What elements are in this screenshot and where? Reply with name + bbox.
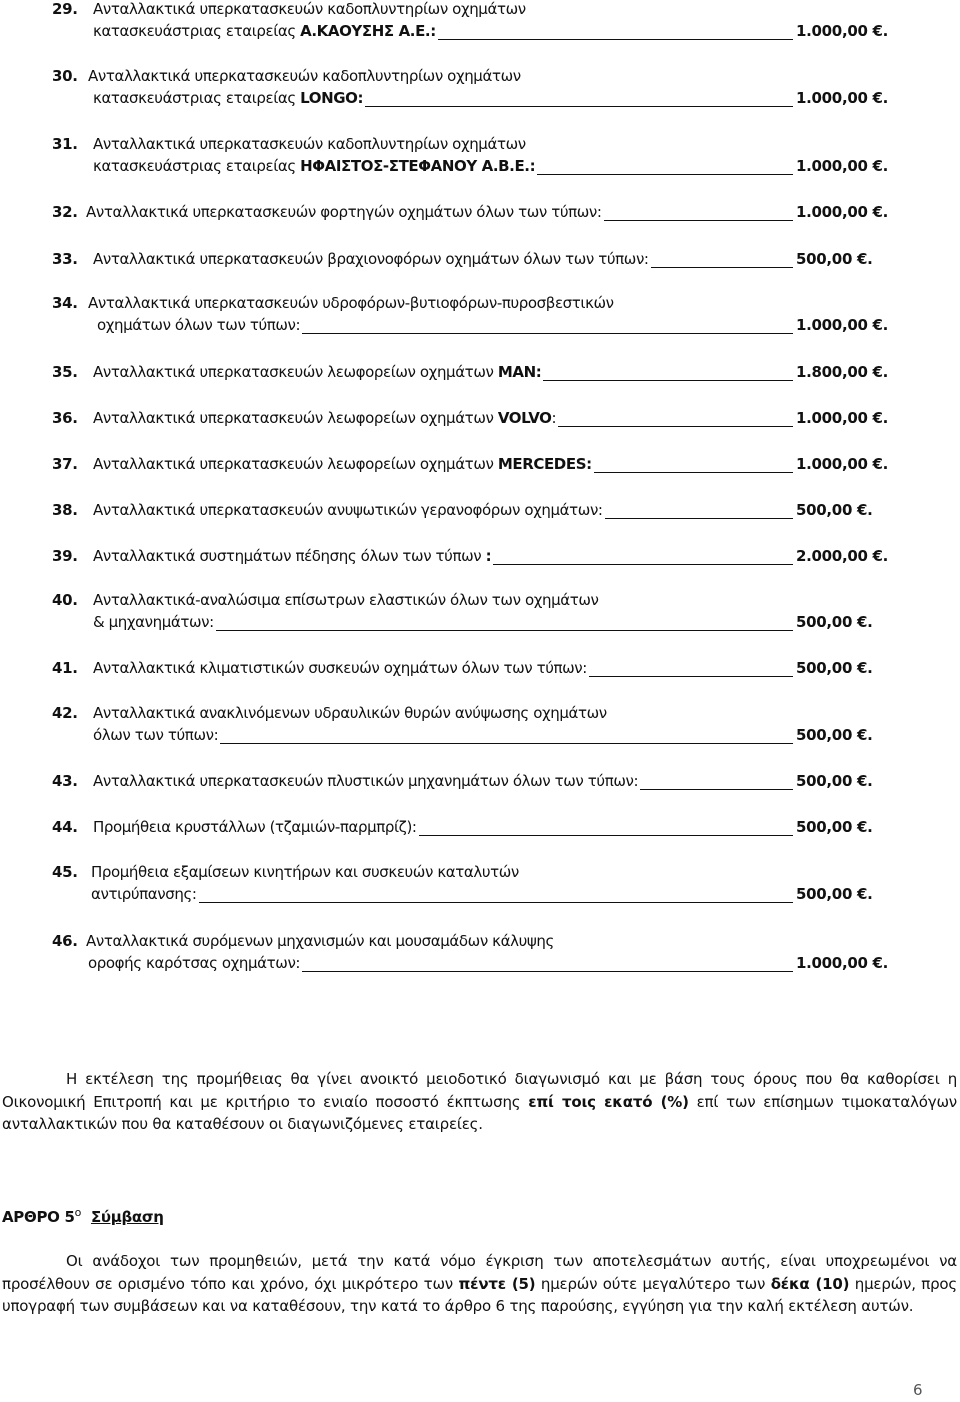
item-text-line — [93, 22, 436, 40]
text-segment: Ανταλλακτικά υπερκατασκευών βραχιονοφόρων οχημάτων όλων των τύπων: — [93, 250, 649, 268]
paragraph-procedure — [2, 1068, 957, 1136]
text-segment: Ανταλλακτικά υπερκατασκευών καδοπλυντηρίων οχημάτων — [93, 0, 526, 18]
item-amount: 1.000,00 €. — [796, 409, 889, 427]
text-segment: Ανταλλακτικά υπερκατασκευών φορτηγών οχημάτων όλων των τύπων: — [86, 203, 602, 221]
item-amount: 1.800,00 €. — [796, 363, 889, 381]
text-segment: Α.ΚΑΟΥΣΗΣ Α.Ε.: — [300, 22, 436, 40]
text-segment: Ανταλλακτικά υπερκατασκευών ανυψωτικών γερανοφόρων οχημάτων: — [93, 501, 603, 519]
item-amount: 1.000,00 €. — [796, 203, 889, 221]
item-text-line — [93, 363, 541, 381]
fill-line — [558, 426, 793, 427]
fill-line — [640, 789, 793, 790]
item-number: 32. — [52, 203, 78, 221]
text-segment: οροφής καρότσας οχημάτων: — [88, 954, 301, 972]
item-text-line — [88, 294, 614, 312]
text-segment: κατασκευάστριας εταιρείας — [93, 89, 301, 107]
item-text-line — [97, 316, 300, 334]
item-text-line — [93, 455, 592, 473]
item-number: 40. — [52, 591, 78, 609]
item-text-line — [93, 0, 526, 18]
item-number: 35. — [52, 363, 78, 381]
item-text-line — [93, 135, 526, 153]
item-amount: 500,00 €. — [796, 659, 873, 677]
text-segment: αντιρύπανσης: — [91, 885, 197, 903]
item-amount: 2.000,00 €. — [796, 547, 889, 565]
item-text-line — [93, 409, 556, 427]
item-text-line — [86, 932, 554, 950]
item-text-line — [88, 954, 300, 972]
item-number: 29. — [52, 0, 78, 18]
text-segment: ΗΦΑΙΣΤΟΣ-ΣΤΕΦΑΝΟΥ Α.Β.Ε.: — [300, 157, 536, 175]
text-segment: κατασκευάστριας εταιρείας — [93, 157, 301, 175]
item-number: 42. — [52, 704, 78, 722]
item-text-line — [93, 772, 638, 790]
text-segment: LONGO: — [300, 89, 364, 107]
text-segment: : — [551, 409, 557, 427]
item-number: 41. — [52, 659, 78, 677]
item-amount: 500,00 €. — [796, 818, 873, 836]
item-amount: 1.000,00 €. — [796, 157, 889, 175]
article-title: Σύμβαση — [90, 1208, 164, 1226]
text-segment: δέκα (10) — [770, 1274, 850, 1293]
fill-line — [589, 676, 793, 677]
item-amount: 1.000,00 €. — [796, 954, 889, 972]
fill-line — [605, 518, 793, 519]
paragraph-contract — [2, 1250, 957, 1318]
fill-line — [419, 835, 793, 836]
item-text-line — [93, 591, 599, 609]
item-amount: 500,00 €. — [796, 250, 873, 268]
item-text-line — [91, 885, 197, 903]
item-text-line — [93, 547, 491, 565]
fill-line — [438, 39, 793, 40]
text-segment: MERCEDES: — [497, 455, 592, 473]
text-segment: VOLVO — [497, 409, 552, 427]
item-text-line — [93, 726, 218, 744]
fill-line — [651, 267, 793, 268]
text-segment: Ανταλλακτικά υπερκατασκευών λεωφορείων οχημάτων — [93, 455, 498, 473]
text-segment: Ανταλλακτικά υπερκατασκευών λεωφορείων οχημάτων — [93, 409, 498, 427]
text-segment: Προμήθεια εξαμίσεων κινητήρων και συσκευών καταλυτών — [91, 863, 519, 881]
fill-line — [365, 106, 793, 107]
fill-line — [604, 220, 793, 221]
item-amount: 1.000,00 €. — [796, 455, 889, 473]
item-number: 46. — [52, 932, 78, 950]
item-text-line — [93, 659, 587, 677]
item-text-line — [93, 818, 417, 836]
text-segment: όλων των τύπων: — [93, 726, 219, 744]
item-number: 34. — [52, 294, 78, 312]
item-amount: 1.000,00 €. — [796, 89, 889, 107]
item-text-line — [86, 203, 602, 221]
text-segment: Ανταλλακτικά υπερκατασκευών λεωφορείων οχημάτων — [93, 363, 498, 381]
fill-line — [302, 333, 793, 334]
item-amount: 500,00 €. — [796, 772, 873, 790]
item-number: 38. — [52, 501, 78, 519]
item-text-line — [93, 157, 535, 175]
item-text-line — [93, 704, 607, 722]
text-segment: Προμήθεια κρυστάλλων (τζαμιών-παρμπρίζ): — [93, 818, 417, 836]
article-number: ΑΡΘΡΟ 5 — [2, 1208, 75, 1226]
item-number: 44. — [52, 818, 78, 836]
fill-line — [594, 472, 793, 473]
item-number: 30. — [52, 67, 78, 85]
fill-line — [543, 380, 793, 381]
text-segment: Ανταλλακτικά υπερκατασκευών καδοπλυντηρίων οχημάτων — [93, 135, 526, 153]
text-segment: : — [485, 547, 492, 565]
fill-line — [220, 743, 793, 744]
item-amount: 1.000,00 €. — [796, 316, 889, 334]
text-segment: οχημάτων όλων των τύπων: — [97, 316, 301, 334]
text-segment: επί τοις εκατό (%) — [528, 1092, 689, 1111]
text-segment: Ανταλλακτικά-αναλώσιμα επίσωτρων ελαστικών όλων των οχημάτων — [93, 591, 599, 609]
item-amount: 500,00 €. — [796, 726, 873, 744]
fill-line — [216, 630, 793, 631]
text-segment: Ανταλλακτικά κλιματιστικών συσκευών οχημάτων όλων των τύπων: — [93, 659, 587, 677]
article-heading — [2, 1206, 164, 1226]
fill-line — [302, 971, 793, 972]
item-number: 36. — [52, 409, 78, 427]
text-segment: επί των επίσημων τιμοκαταλόγων ανταλλακτικών που θα καταθέσουν οι διαγωνιζόμενες εταιρείες. — [2, 1092, 957, 1133]
item-amount: 500,00 €. — [796, 885, 873, 903]
item-amount: 500,00 €. — [796, 613, 873, 631]
text-segment: Ανταλλακτικά υπερκατασκευών πλυστικών μηχανημάτων όλων των τύπων: — [93, 772, 639, 790]
item-number: 39. — [52, 547, 78, 565]
item-number: 37. — [52, 455, 78, 473]
item-amount: 500,00 €. — [796, 501, 873, 519]
item-text-line — [93, 89, 363, 107]
text-segment: Ανταλλακτικά υπερκατασκευών υδροφόρων-βυτιοφόρων-πυροσβεστικών — [88, 294, 614, 312]
item-text-line — [88, 67, 521, 85]
fill-line — [199, 902, 793, 903]
item-text-line — [91, 863, 519, 881]
fill-line — [537, 174, 793, 175]
item-text-line — [93, 250, 649, 268]
item-number: 33. — [52, 250, 78, 268]
item-text-line — [93, 501, 603, 519]
text-segment: Ανταλλακτικά συστημάτων πέδησης όλων των τύπων — [93, 547, 486, 565]
text-segment: Ανταλλακτικά ανακλινόμενων υδραυλικών θυρών ανύψωσης οχημάτων — [93, 704, 607, 722]
article-superscript: ο — [74, 1206, 82, 1219]
item-text-line — [93, 613, 214, 631]
text-segment: ημερών, προς υπογραφή των συμβάσεων και να καταθέσουν, την κατά το άρθρο 6 της παρούσης, εγγύηση για την καλή εκτέλεση αυτών. — [2, 1274, 957, 1315]
text-segment: Ανταλλακτικά συρόμενων μηχανισμών και μουσαμάδων κάλυψης — [86, 932, 554, 950]
item-number: 43. — [52, 772, 78, 790]
text-segment: Ανταλλακτικά υπερκατασκευών καδοπλυντηρίων οχημάτων — [88, 67, 521, 85]
text-segment: ημερών ούτε μεγαλύτερο των — [535, 1274, 771, 1293]
text-segment: MAN: — [497, 363, 542, 381]
text-segment: πέντε (5) — [458, 1274, 536, 1293]
text-segment: κατασκευάστριας εταιρείας — [93, 22, 301, 40]
page-number: 6 — [913, 1381, 923, 1399]
fill-line — [493, 564, 793, 565]
item-number: 31. — [52, 135, 78, 153]
item-number: 45. — [52, 863, 78, 881]
text-segment: Η εκτέλεση της προμήθειας θα γίνει ανοικτό μειοδοτικό διαγωνισμό και με βάση τους όρους που θα καθορίσει η Οικονομική Επιτροπή και με κριτήριο το ενιαίο ποσοστό έκπτωσης — [2, 1070, 957, 1111]
item-amount: 1.000,00 €. — [796, 22, 889, 40]
text-segment: Οι ανάδοχοι των προμηθειών, μετά την κατά νόμο έγκριση των αποτελεσμάτων αυτής, είναι υποχρεωμένοι να προσέλθουν σε ορισμένο τόπο και χρόνο, όχι μικρότερο των — [2, 1252, 957, 1293]
text-segment: & μηχανημάτων: — [93, 613, 214, 631]
